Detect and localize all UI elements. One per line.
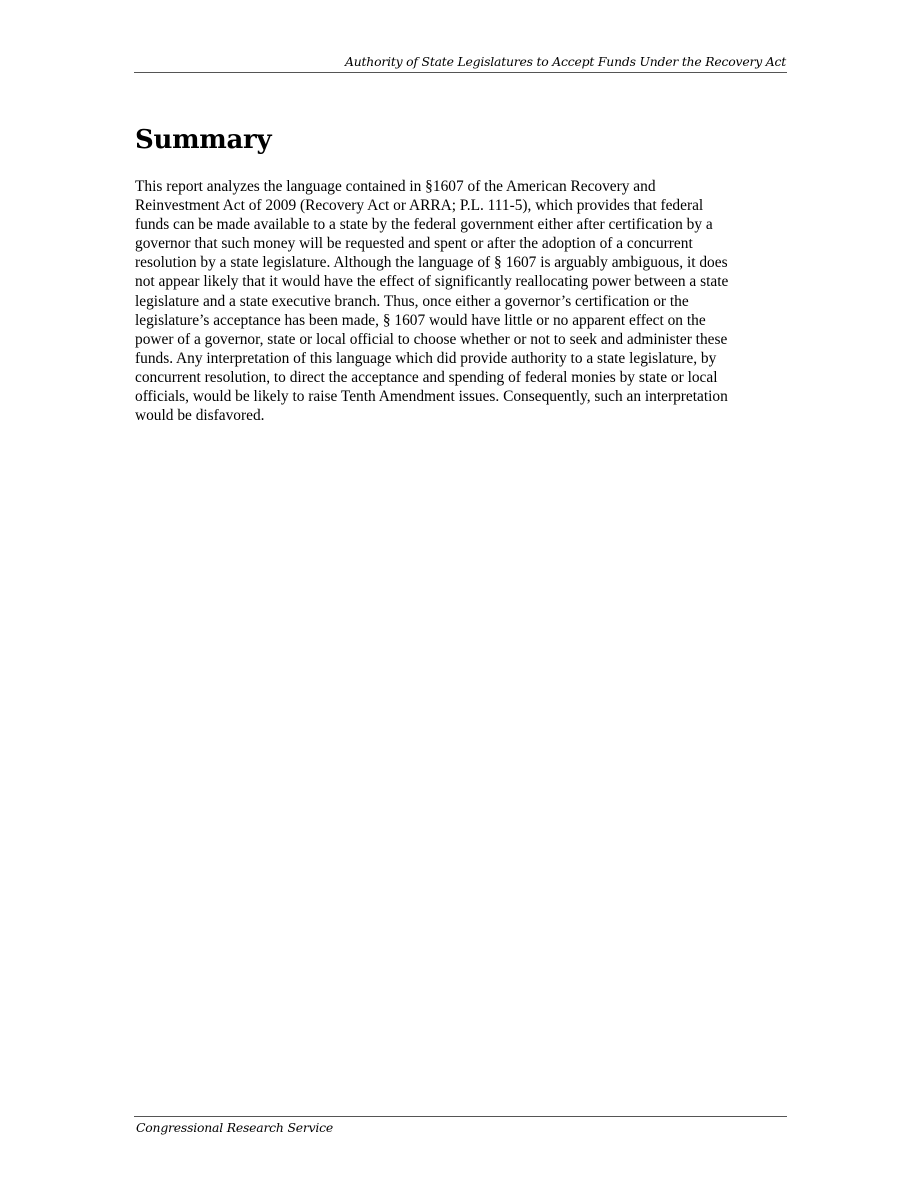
running-header: Authority of State Legislatures to Accept Funds Under the Recovery Act: [345, 54, 786, 69]
summary-line: funds can be made available to a state by the federal government either after certification by a: [135, 216, 713, 234]
summary-line: concurrent resolution, to direct the acceptance and spending of federal monies by state or local: [135, 368, 718, 386]
summary-line: resolution by a state legislature. Although the language of § 1607 is arguably ambiguous, it does: [135, 254, 728, 272]
summary-line: officials, would be likely to raise Tenth Amendment issues. Consequently, such an interpretation: [135, 388, 728, 406]
running-footer: Congressional Research Service: [136, 1120, 334, 1135]
footer-divider: [134, 1116, 787, 1117]
summary-paragraph: [135, 177, 785, 425]
summary-line: power of a governor, state or local official to choose whether or not to seek and administer these: [135, 330, 728, 348]
section-title: Summary: [135, 125, 272, 155]
summary-line: Reinvestment Act of 2009 (Recovery Act or ARRA; P.L. 111-5), which provides that federal: [135, 197, 704, 215]
summary-line: funds. Any interpretation of this language which did provide authority to a state legislature, by: [135, 349, 717, 367]
summary-line: governor that such money will be requested and spent or after the adoption of a concurrent: [135, 235, 693, 253]
summary-line: not appear likely that it would have the effect of significantly reallocating power between a state: [135, 273, 729, 291]
summary-line: would be disfavored.: [135, 407, 265, 425]
summary-line: This report analyzes the language contained in §1607 of the American Recovery and: [135, 178, 656, 195]
header-divider: [134, 72, 787, 73]
summary-line: legislature’s acceptance has been made, § 1607 would have little or no apparent effect on the: [135, 311, 706, 329]
summary-line: legislature and a state executive branch. Thus, once either a governor’s certification or the: [135, 292, 689, 310]
